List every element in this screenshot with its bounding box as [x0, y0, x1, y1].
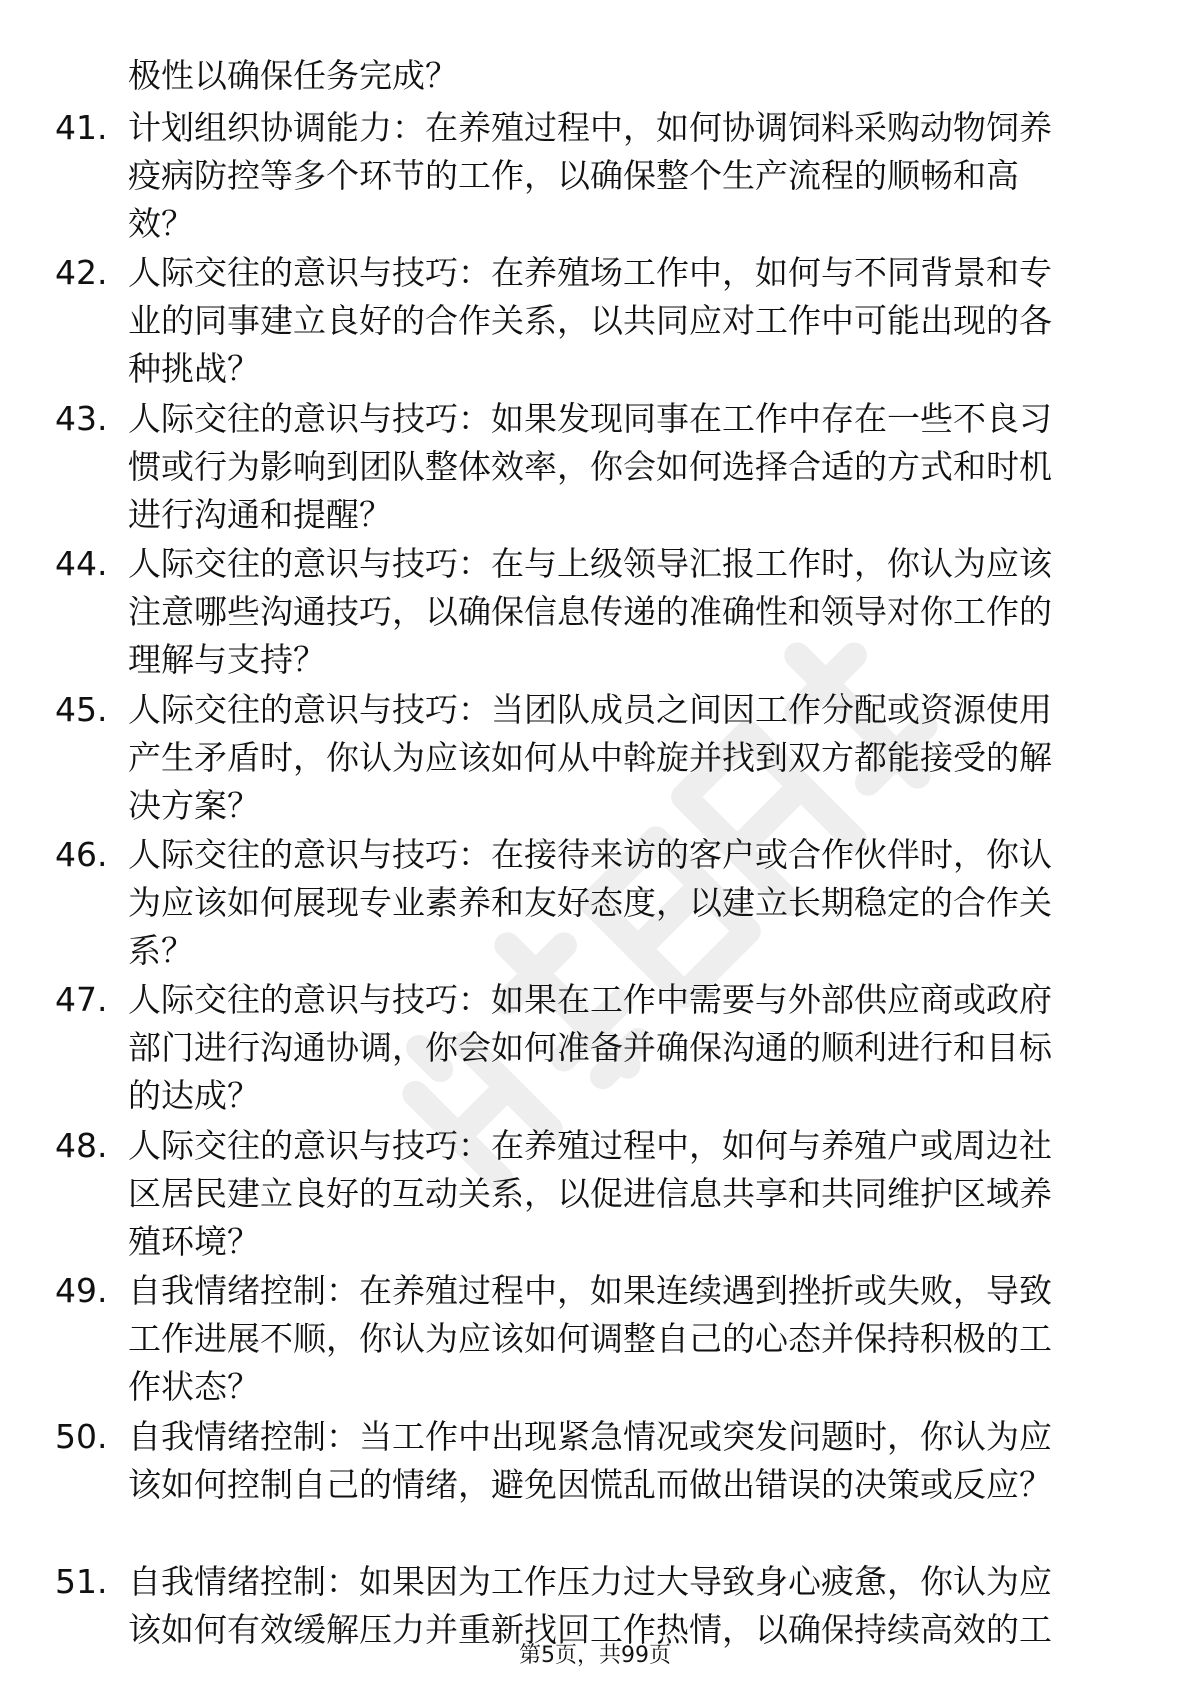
- question-item: [0, 540, 1190, 680]
- question-text-line: 人际交往的意识与技巧：在与上级领导汇报工作时，你认为应该: [128, 544, 1052, 584]
- question-text-line: 区居民建立良好的互动关系，以促进信息共享和共同维护区域养: [128, 1173, 1052, 1213]
- question-text-line: 计划组织协调能力：在养殖过程中，如何协调饲料采购动物饲养: [128, 108, 1052, 147]
- question-item: [0, 1413, 1190, 1548]
- question-number: 51.: [55, 1561, 108, 1601]
- question-item: [0, 395, 1190, 534]
- question-text-line: 业的同事建立良好的合作关系，以共同应对工作中可能出现的各: [128, 301, 1052, 341]
- question-list: [0, 104, 1190, 1703]
- question-text-line: 部门进行沟通协调，你会如何准备并确保沟通的顺利进行和目标: [128, 1028, 1052, 1068]
- question-text: [128, 104, 1108, 248]
- question-text-line: 系？: [128, 930, 194, 970]
- question-text-line: 人际交往的意识与技巧：在养殖场工作中，如何与不同背景和专: [128, 253, 1052, 293]
- question-text-line: 种挑战？: [128, 349, 260, 389]
- question-text-line: 效？: [128, 204, 194, 243]
- question-text-line: 产生矛盾时，你认为应该如何从中斡旋并找到双方都能接受的解: [128, 737, 1052, 777]
- question-text: [128, 976, 1108, 1120]
- continued-question-fragment: 极性以确保任务完成？: [128, 56, 458, 95]
- question-text-line: 人际交往的意识与技巧：如果在工作中需要与外部供应商或政府: [128, 980, 1052, 1020]
- question-number: 41.: [55, 108, 108, 147]
- question-item: [0, 1558, 1190, 1693]
- question-number: 42.: [55, 253, 108, 293]
- question-text-line: 人际交往的意识与技巧：在养殖过程中，如何与养殖户或周边社: [128, 1125, 1052, 1165]
- question-item: [0, 976, 1190, 1116]
- question-text-line: 自我情绪控制：在养殖过程中，如果连续遇到挫折或失败，导致: [128, 1271, 1052, 1311]
- question-text: [128, 1413, 1108, 1509]
- question-text-line: 进行沟通和提醒？: [128, 494, 392, 534]
- question-text-line: 该如何控制自己的情绪，避免因慌乱而做出错误的决策或反应？: [128, 1464, 1052, 1504]
- question-text: [128, 540, 1108, 684]
- question-item: [0, 249, 1190, 389]
- question-text-line: 的达成？: [128, 1076, 260, 1116]
- question-item: [0, 831, 1190, 970]
- question-text-line: 为应该如何展现专业素养和友好态度，以建立长期稳定的合作关: [128, 882, 1052, 922]
- question-text-line: 作状态？: [128, 1367, 260, 1407]
- question-number: 44.: [55, 544, 108, 584]
- page-footer: 第5页，共99页: [519, 1643, 671, 1668]
- question-number: 49.: [55, 1271, 108, 1311]
- question-text-line: 理解与支持？: [128, 640, 326, 680]
- question-item: [0, 686, 1190, 825]
- question-item: [0, 1122, 1190, 1261]
- question-number: 47.: [55, 980, 108, 1020]
- question-text: [128, 395, 1108, 539]
- question-text: [128, 831, 1108, 975]
- question-number: 50.: [55, 1416, 108, 1456]
- question-text-line: 自我情绪控制：当工作中出现紧急情况或突发问题时，你认为应: [128, 1416, 1052, 1456]
- question-number: 48.: [55, 1125, 108, 1165]
- question-text-line: 殖环境？: [128, 1221, 260, 1261]
- question-text: [128, 1122, 1108, 1266]
- question-text-line: 惯或行为影响到团队整体效率，你会如何选择合适的方式和时机: [128, 446, 1052, 486]
- question-text-line: 人际交往的意识与技巧：如果发现同事在工作中存在一些不良习: [128, 398, 1052, 438]
- question-text-line: 疫病防控等多个环节的工作，以确保整个生产流程的顺畅和高: [128, 156, 1019, 195]
- question-text-line: 自我情绪控制：如果因为工作压力过大导致身心疲惫，你认为应: [128, 1561, 1052, 1601]
- question-text-line: 工作进展不顺，你认为应该如何调整自己的心态并保持积极的工: [128, 1319, 1052, 1359]
- question-number: 43.: [55, 398, 108, 438]
- question-text: [128, 1267, 1108, 1411]
- question-text: [128, 686, 1108, 830]
- question-item: [0, 104, 1190, 243]
- question-number: 46.: [55, 834, 108, 874]
- question-text: [128, 1558, 1108, 1654]
- question-text-line: 决方案？: [128, 785, 260, 825]
- question-item: [0, 1267, 1190, 1407]
- question-text-line: 人际交往的意识与技巧：当团队成员之间因工作分配或资源使用: [128, 689, 1052, 729]
- question-number: 45.: [55, 689, 108, 729]
- question-text: [128, 249, 1108, 393]
- question-text-line: 该如何有效缓解压力并重新找回工作热情，以确保持续高效的工: [128, 1609, 1052, 1649]
- question-text-line: 注意哪些沟通技巧，以确保信息传递的准确性和领导对你工作的: [128, 592, 1052, 632]
- question-text-line: 人际交往的意识与技巧：在接待来访的客户或合作伙伴时，你认: [128, 834, 1052, 874]
